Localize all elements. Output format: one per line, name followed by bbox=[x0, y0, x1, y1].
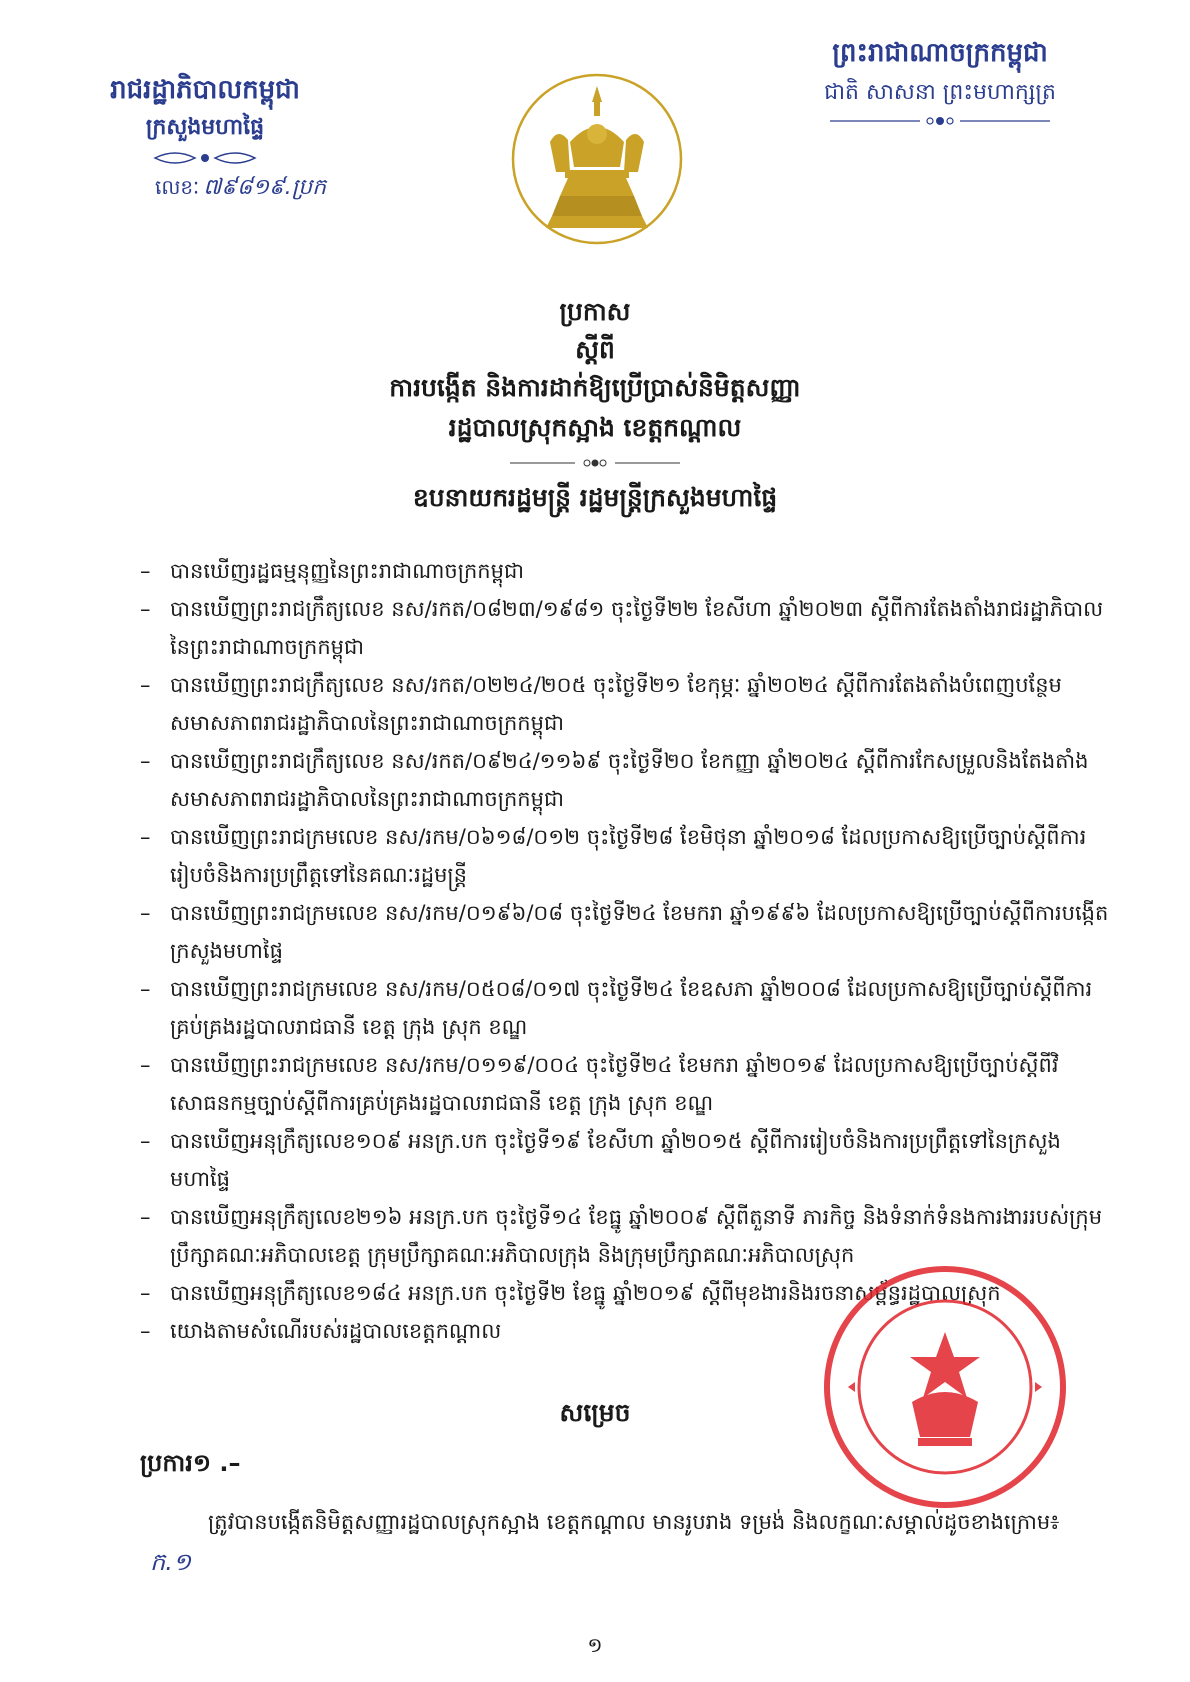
recital-item bbox=[140, 1122, 1115, 1198]
recital-item bbox=[140, 552, 1115, 590]
article-body bbox=[140, 1502, 1115, 1583]
recital-text: បានឃើញព្រះរាជក្រមលេខ នស/រកម/០៥០៨/០១៧ ចុះថ្ងៃទី២៤ ខែឧសភា ឆ្នាំ២០០៨ ដែលប្រកាសឱ្យប្រើច្បាប់ស្តីពីការគ្រប់គ្រងរដ្ឋបាលរាជធានី ខេត្ត ក្រុង ស្រុក ខណ្ឌ bbox=[170, 977, 1093, 1039]
official-stamp-icon bbox=[820, 1262, 1070, 1512]
list-dash: – bbox=[140, 1205, 151, 1229]
list-dash: – bbox=[140, 825, 151, 849]
title-divider-icon bbox=[505, 456, 685, 470]
document-type: ប្រកាស bbox=[559, 297, 631, 326]
ministry-name: ក្រសួងមហាផ្ទៃ bbox=[145, 115, 265, 140]
government-name: រាជរដ្ឋាភិបាលកម្ពុជា bbox=[110, 75, 300, 105]
recital-text: បានឃើញរដ្ឋធម្មនុញ្ញនៃព្រះរាជាណាចក្រកម្ពុជា bbox=[170, 559, 524, 583]
list-dash: – bbox=[140, 673, 151, 697]
list-dash: – bbox=[140, 1129, 151, 1153]
royal-emblem-icon bbox=[510, 72, 684, 246]
list-dash: – bbox=[140, 559, 151, 583]
kingdom-name: ព្រះរាជាណាចក្រកម្ពុជា bbox=[832, 38, 1048, 68]
recital-item bbox=[140, 742, 1115, 818]
decision-heading: សម្រេច bbox=[559, 1398, 631, 1427]
recital-text: បានឃើញអនុក្រឹត្យលេខ១០៩ អនក្រ.បក ចុះថ្ងៃទី១៩ ខែសីហា ឆ្នាំ២០១៥ ស្តីពីការរៀបចំនិងការប្រព្រឹត្តទៅនៃក្រសួងមហាផ្ទៃ bbox=[170, 1129, 1061, 1191]
recitals-list bbox=[140, 552, 1115, 1350]
issuer-title: ឧបនាយករដ្ឋមន្ត្រី រដ្ឋមន្ត្រីក្រសួងមហាផ្ទៃ bbox=[412, 483, 778, 512]
page-number: ១ bbox=[587, 1633, 603, 1657]
list-dash: – bbox=[140, 1319, 151, 1343]
issuer-header bbox=[60, 70, 350, 205]
recital-item bbox=[140, 894, 1115, 970]
motto-divider-icon bbox=[820, 114, 1060, 128]
recital-text: បានឃើញព្រះរាជក្រមលេខ នស/រកម/០១១៩/០០៤ ចុះថ្ងៃទី២៤ ខែមករា ឆ្នាំ២០១៩ ដែលប្រកាសឱ្យប្រើច្បាប់ស្តីពីវិសោធនកម្មច្បាប់ស្តីពីការគ្រប់គ្រងរដ្ឋបាលរាជធានី ខេត្ត ក្រុង ស្រុក ខណ្ឌ bbox=[170, 1053, 1059, 1115]
list-dash: – bbox=[140, 749, 151, 773]
recital-item bbox=[140, 590, 1115, 666]
recital-text: បានឃើញព្រះរាជក្រឹត្យលេខ នស/រកត/០២២៤/២០៥ ចុះថ្ងៃទី២១ ខែកុម្ភៈ ឆ្នាំ២០២៤ ស្តីពីការតែងតាំងបំពេញបន្ថែមសមាសភាពរាជរដ្ឋាភិបាលនៃព្រះរាជាណាចក្រកម្ពុជា bbox=[170, 673, 1062, 735]
list-dash: – bbox=[140, 1053, 151, 1077]
recital-text: យោងតាមសំណើរបស់រដ្ឋបាលខេត្តកណ្តាល bbox=[170, 1319, 502, 1343]
recital-item bbox=[140, 818, 1115, 894]
recital-item bbox=[140, 1046, 1115, 1122]
ornament-divider-icon bbox=[145, 148, 265, 168]
document-title-block bbox=[0, 292, 1190, 518]
recital-text: បានឃើញអនុក្រឹត្យលេខ២១៦ អនក្រ.បក ចុះថ្ងៃទី១៤ ខែធ្នូ ឆ្នាំ២០០៩ ស្តីពីតួនាទី ភារកិច្ច និងទំនាក់ទំនងការងាររបស់ក្រុមប្រឹក្សាគណៈអភិបាលខេត្ត ក្រុមប្រឹក្សាគណៈអភិបាលក្រុង និងក្រុមប្រឹក្សាគណៈអភិបាលស្រុក bbox=[170, 1205, 1103, 1267]
article-label: ប្រការ១ .– bbox=[140, 1449, 241, 1477]
document-number bbox=[60, 170, 350, 205]
recital-text: បានឃើញព្រះរាជក្រឹត្យលេខ នស/រកត/០៨២៣/១៩៨១ ចុះថ្ងៃទី២២ ខែសីហា ឆ្នាំ២០២៣ ស្តីពីការតែងតាំងរាជរដ្ឋាភិបាលនៃព្រះរាជាណាចក្រកម្ពុជា bbox=[170, 597, 1104, 659]
handwritten-note: ក.១ bbox=[150, 1548, 192, 1576]
list-dash: – bbox=[140, 1281, 151, 1305]
article-text: ត្រូវបានបង្កើតនិមិត្តសញ្ញារដ្ឋបាលស្រុកស្អាង ខេត្តកណ្តាល មានរូបរាង ទម្រង់ និងលក្ខណៈសម្គាល់ដូចខាងក្រោម៖ bbox=[208, 1510, 1060, 1534]
document-number-value: ៧៩៨១៩.ប្រក bbox=[203, 175, 327, 200]
national-motto: ជាតិ សាសនា ព្រះមហាក្សត្រ bbox=[824, 80, 1056, 105]
title-about: ស្តីពី bbox=[575, 335, 615, 364]
kingdom-header bbox=[790, 32, 1090, 130]
title-subject-location: រដ្ឋបាលស្រុកស្អាង ខេត្តកណ្តាល bbox=[448, 413, 742, 442]
list-dash: – bbox=[140, 597, 151, 621]
list-dash: – bbox=[140, 901, 151, 925]
recital-text: បានឃើញព្រះរាជក្រមលេខ នស/រកម/០១៩៦/០៨ ចុះថ្ងៃទី២៤ ខែមករា ឆ្នាំ១៩៩៦ ដែលប្រកាសឱ្យប្រើច្បាប់ស្តីពីការបង្កើតក្រសួងមហាផ្ទៃ bbox=[170, 901, 1109, 963]
recital-text: បានឃើញព្រះរាជក្រឹត្យលេខ នស/រកត/០៩២៤/១១៦៩ ចុះថ្ងៃទី២០ ខែកញ្ញា ឆ្នាំ២០២៤ ស្តីពីការកែសម្រួលនិងតែងតាំងសមាសភាពរាជរដ្ឋាភិបាលនៃព្រះរាជាណាចក្រកម្ពុជា bbox=[170, 749, 1089, 811]
document-number-label: លេខៈ bbox=[155, 175, 200, 199]
recital-item bbox=[140, 666, 1115, 742]
title-subject: ការបង្កើត និងការដាក់ឱ្យប្រើប្រាស់និមិត្តសញ្ញា bbox=[389, 373, 801, 402]
list-dash: – bbox=[140, 977, 151, 1001]
recital-text: បានឃើញព្រះរាជក្រមលេខ នស/រកម/០៦១៨/០១២ ចុះថ្ងៃទី២៨ ខែមិថុនា ឆ្នាំ២០១៨ ដែលប្រកាសឱ្យប្រើច្បាប់ស្តីពីការរៀបចំនិងការប្រព្រឹត្តទៅនៃគណៈរដ្ឋមន្ត្រី bbox=[170, 825, 1087, 887]
recital-item bbox=[140, 970, 1115, 1046]
recital-text: បានឃើញអនុក្រឹត្យលេខ១៨៤ អនក្រ.បក ចុះថ្ងៃទី២ ខែធ្នូ ឆ្នាំ២០១៩ ស្តីពីមុខងារនិងរចនាសម្ព័ន្ធរដ្ឋបាលស្រុក bbox=[170, 1281, 1001, 1305]
